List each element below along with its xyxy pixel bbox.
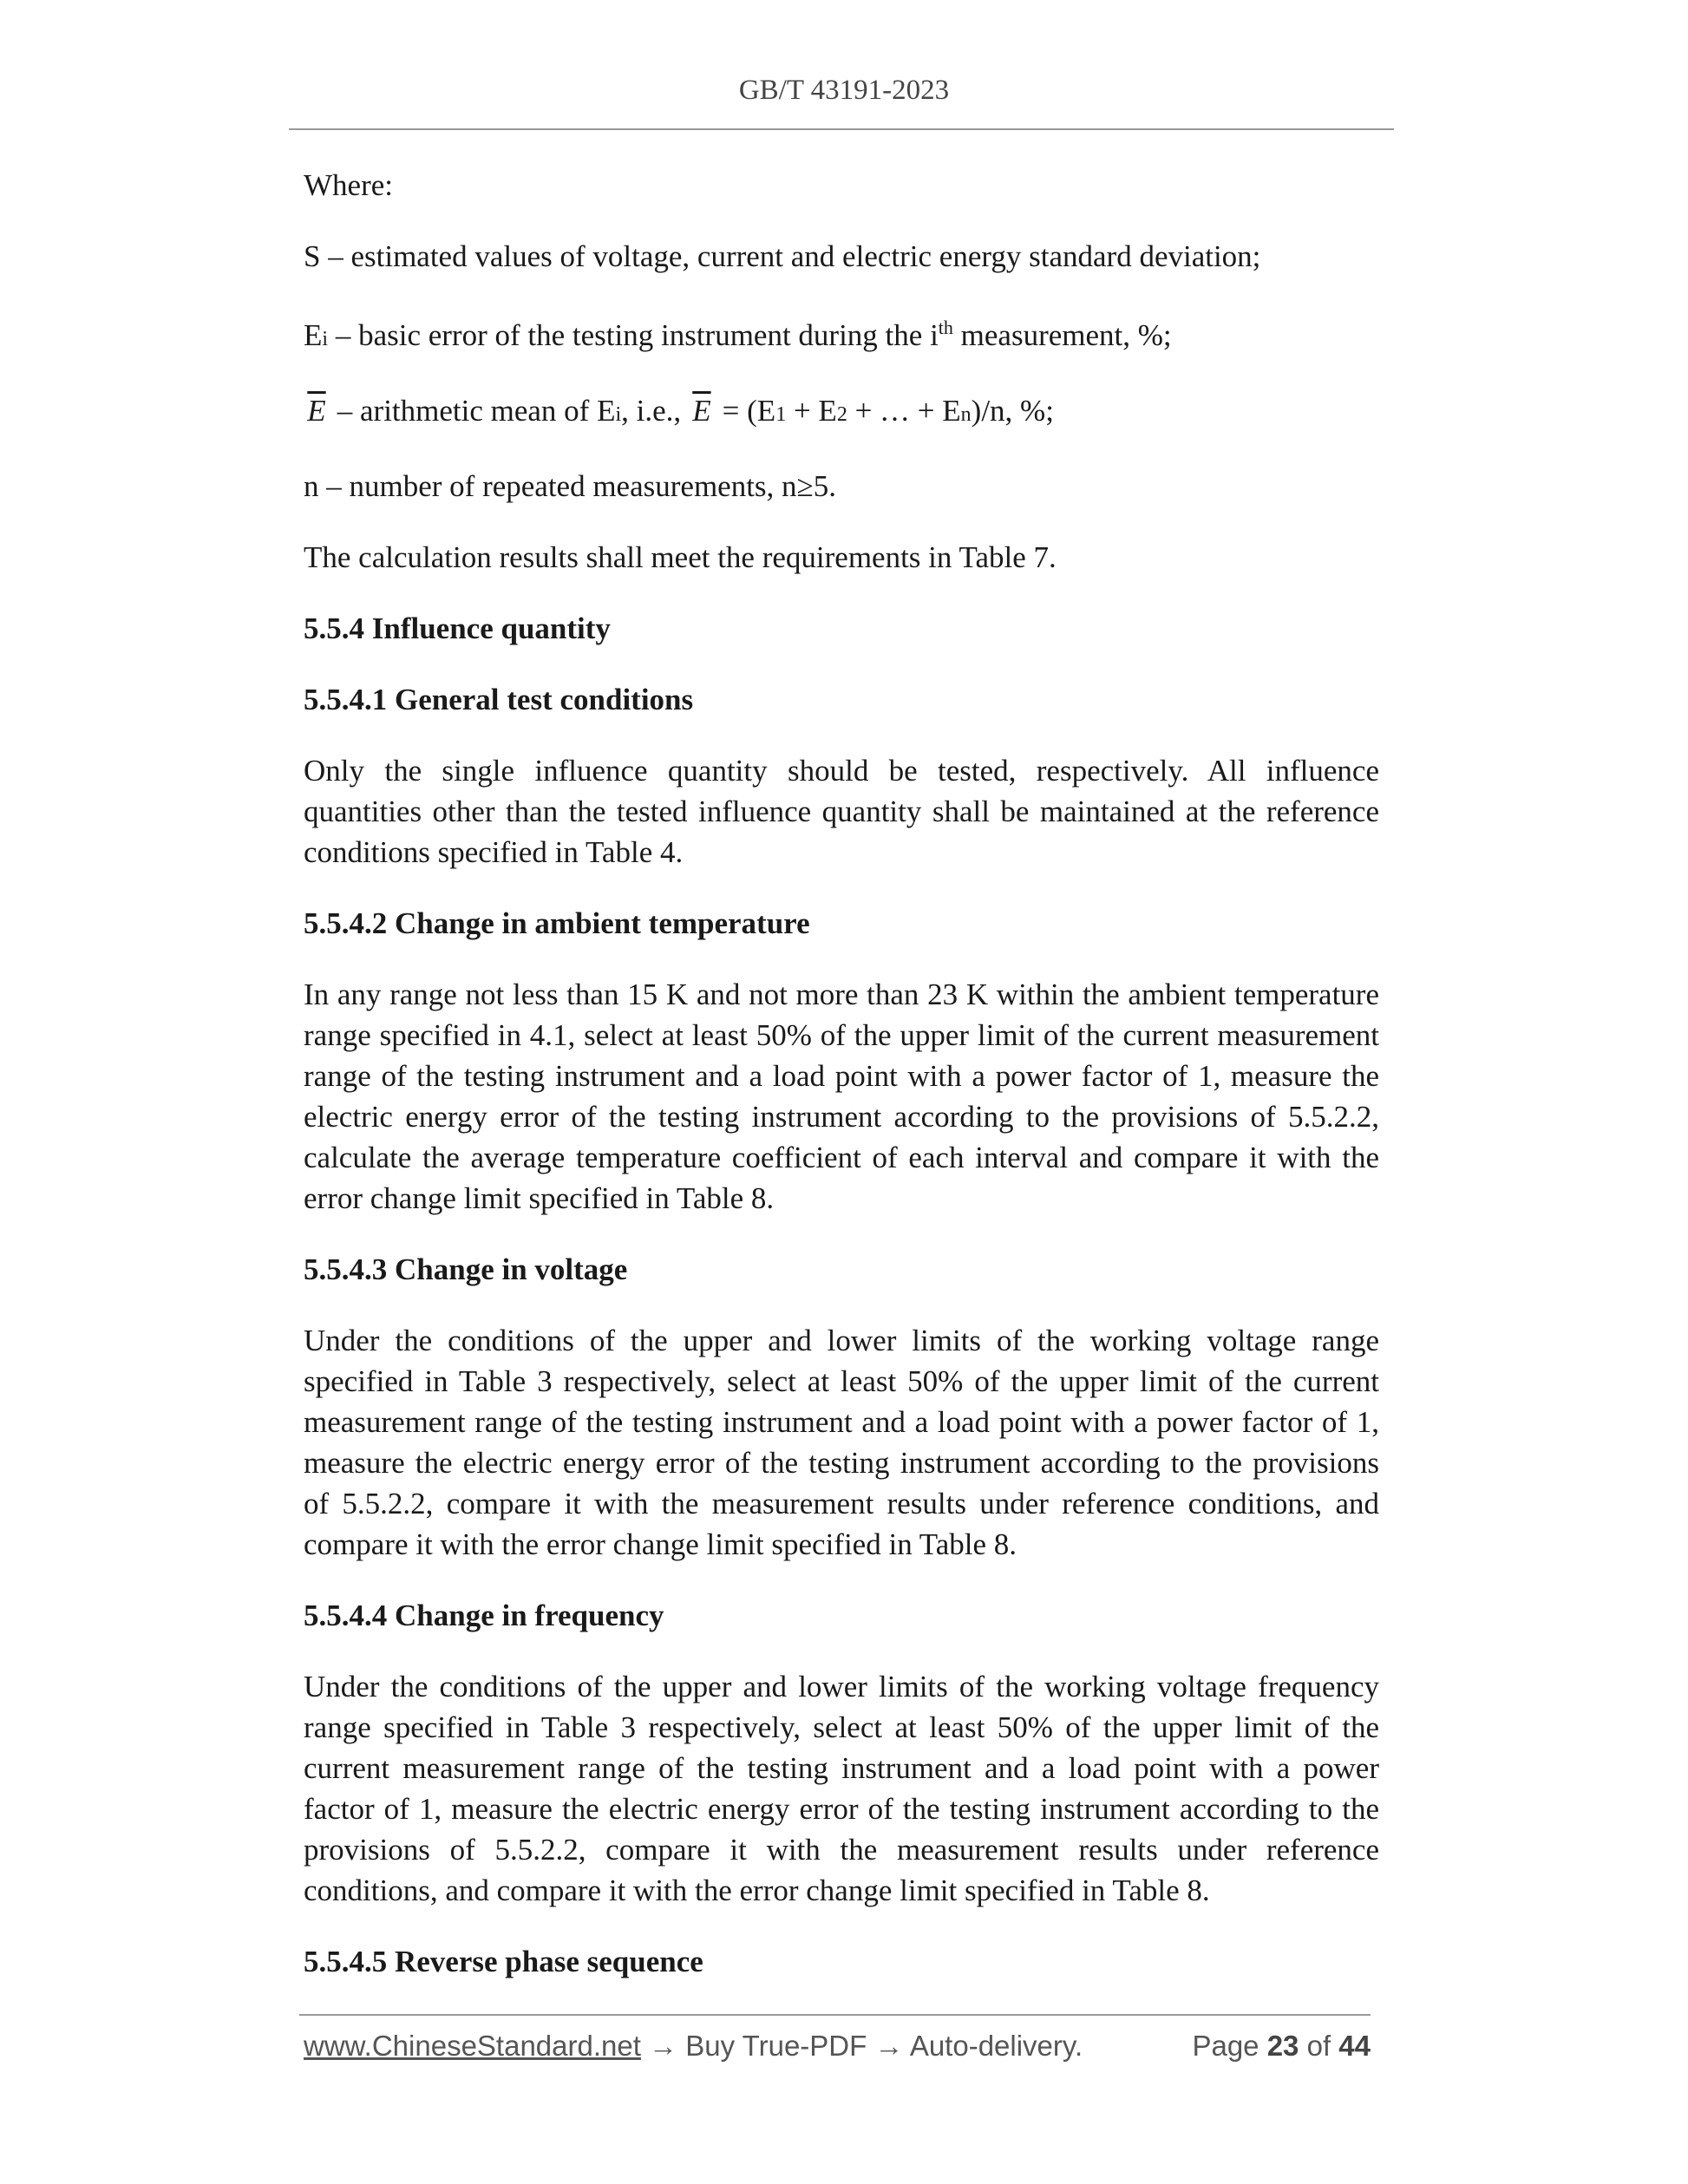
- definition-ebar: [304, 390, 1379, 435]
- section-5-5-4-3-paragraph: [304, 1320, 1379, 1565]
- paragraph-line: current measurement range of the testing instrument and a load point with a power: [304, 1751, 1379, 1785]
- ebar-text-c: = (E: [714, 394, 776, 428]
- ebar-symbol: $\overline{E}$: [307, 394, 326, 428]
- ebar-text-a: – arithmetic mean of E: [330, 394, 616, 428]
- paragraph-line: Under the conditions of the upper and lower limits of the working voltage range: [304, 1324, 1379, 1357]
- paragraph-line: electric energy error of the testing instrument according to the provisions of 5.5.2.2,: [304, 1100, 1379, 1134]
- paragraph-line: measure the electric energy error of the testing instrument according to the provisions: [304, 1446, 1379, 1480]
- definition-ei: [304, 307, 1379, 360]
- section-5-5-4-3-heading: 5.5.4.3 Change in voltage: [304, 1252, 628, 1286]
- ei-superscript: th: [938, 317, 953, 338]
- footer-promo: [304, 2030, 1083, 2063]
- section-5-5-4-heading: 5.5.4 Influence quantity: [304, 611, 611, 645]
- header-divider: [289, 128, 1394, 130]
- paragraph-line: measurement range of the testing instrument and a load point with a power factor of 1,: [304, 1405, 1379, 1439]
- paragraph-line: range specified in 4.1, select at least 50% of the upper limit of the current measurement: [304, 1018, 1379, 1052]
- of-label: of: [1299, 2030, 1339, 2062]
- document-code: GB/T 43191-2023: [738, 75, 950, 106]
- section-5-5-4-4-heading: 5.5.4.4 Change in frequency: [304, 1599, 664, 1632]
- definition-n: n – number of repeated measurements, n≥5.: [304, 469, 837, 503]
- paragraph-line: calculate the average temperature coefficient of each interval and compare it with the: [304, 1141, 1379, 1174]
- ei-subscript: i: [322, 328, 329, 350]
- ebar-symbol-2: $\overline{E}$: [692, 394, 711, 428]
- paragraph-line: error change limit specified in Table 8.: [304, 1181, 775, 1215]
- website-link[interactable]: www.ChineseStandard.net: [304, 2030, 641, 2062]
- section-5-5-4-4-paragraph: [304, 1666, 1379, 1911]
- page-label: Page: [1192, 2030, 1267, 2062]
- promo-text: → Buy True-PDF → Auto-delivery.: [640, 2030, 1083, 2062]
- paragraph-line: Only the single influence quantity should be tested, respectively. All influence: [304, 754, 1379, 788]
- paragraph-line: of 5.5.2.2, compare it with the measurement results under reference conditions, and: [304, 1487, 1379, 1520]
- page-body: [304, 165, 1379, 2012]
- definition-s: S – estimated values of voltage, current and electric energy standard deviation;: [304, 239, 1261, 273]
- ebar-text-b: , i.e.,: [621, 394, 689, 428]
- calc-result-note: The calculation results shall meet the requirements in Table 7.: [304, 540, 1057, 574]
- section-5-5-4-1-paragraph: [304, 750, 1379, 873]
- ei-text-b: measurement, %;: [952, 318, 1172, 352]
- page-number: 23: [1266, 2030, 1299, 2062]
- footer-divider: [299, 2014, 1371, 2016]
- section-5-5-4-2-heading: 5.5.4.2 Change in ambient temperature: [304, 906, 810, 940]
- ebar-subscript-i: i: [615, 403, 622, 426]
- paragraph-line: compare it with the error change limit specified in Table 8.: [304, 1527, 1017, 1561]
- section-5-5-4-5-heading: 5.5.4.5 Reverse phase sequence: [304, 1945, 703, 1978]
- subscript-n: n: [960, 403, 972, 426]
- where-label: Where:: [304, 168, 393, 202]
- paragraph-line: In any range not less than 15 K and not more than 23 K within the ambient temperature: [304, 978, 1379, 1011]
- plus-e: + E: [786, 394, 837, 428]
- ebar-text-d: )/n, %;: [971, 394, 1054, 428]
- paragraph-line: conditions, and compare it with the error change limit specified in Table 8.: [304, 1873, 1210, 1907]
- ellipsis-e: + … + E: [847, 394, 961, 428]
- subscript-2: 2: [836, 403, 847, 426]
- paragraph-line: Under the conditions of the upper and lower limits of the working voltage frequency: [304, 1670, 1379, 1703]
- section-5-5-4-1-heading: 5.5.4.1 General test conditions: [304, 683, 694, 716]
- page-header: [0, 75, 1688, 107]
- ei-symbol: E: [304, 318, 323, 352]
- paragraph-line: range specified in Table 3 respectively, select at least 50% of the upper limit of the: [304, 1710, 1379, 1744]
- section-5-5-4-2-paragraph: [304, 974, 1379, 1219]
- paragraph-line: provisions of 5.5.2.2, compare it with the measurement results under reference: [304, 1833, 1379, 1867]
- page-total: 44: [1338, 2030, 1371, 2062]
- subscript-1: 1: [775, 403, 787, 426]
- page-indicator: [1192, 2030, 1371, 2063]
- paragraph-line: quantities other than the tested influence quantity shall be maintained at the reference: [304, 794, 1379, 828]
- paragraph-line: factor of 1, measure the electric energy error of the testing instrument according to the: [304, 1792, 1379, 1826]
- paragraph-line: conditions specified in Table 4.: [304, 835, 684, 869]
- paragraph-line: range of the testing instrument and a load point with a power factor of 1, measure the: [304, 1059, 1379, 1093]
- ei-text-a: – basic error of the testing instrument during the i: [328, 318, 939, 352]
- paragraph-line: specified in Table 3 respectively, select at least 50% of the upper limit of the current: [304, 1364, 1379, 1398]
